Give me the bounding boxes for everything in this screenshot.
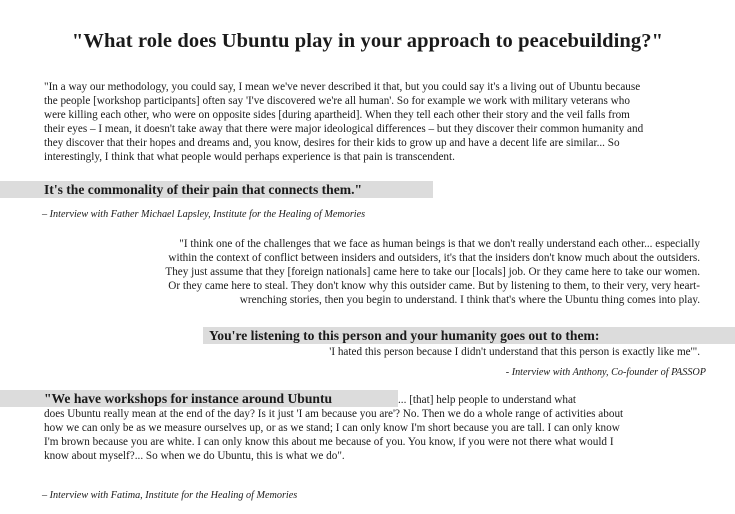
- quote-fatima-text: does Ubuntu really mean at the end of the day? Is it just 'I am because you are'? No. Then we do a whole range of activities about how we can only be as we measure ourselves up, or as we stand; I can only know I'm short because you are tall. I can only know I'm brown because you are white. I can only know this about me because of you. You know, if you were not there what would I know about myself?... So when we do Ubuntu, this is what we do".: [44, 408, 624, 462]
- quote-lapsley-text: "In a way our methodology, you could say, I mean we've never described it that, but you could say it's a living out of Ubuntu because the people [workshop participants] often say 'I've discovered we're all human'. So for example we work with military veterans who were killing each other, who were on opposite sides [during apartheid]. When they tell each other their story and the veil falls from their eyes – I mean, it doesn't take away that there were major ideological differences – but they discover their common humanity and they discover that their hopes and dreams and, you know, desires for their kids to grow up and have a decent life are similar... So interestingly, I think that what people would perhaps experience is that pain is transcendent.: [44, 81, 644, 163]
- quote-anthony-highlight: You're listening to this person and your humanity goes out to them:: [203, 327, 735, 344]
- quote-fatima-first-line: ... [that] help people to understand what: [398, 394, 577, 406]
- quote-fatima-highlight: "We have workshops for instance around Ubuntu: [0, 390, 398, 407]
- quote-anthony-continuation: 'I hated this person because I didn't understand that this person is exactly like me'".: [329, 346, 700, 358]
- quote-lapsley-highlight: It's the commonality of their pain that connects them.": [0, 181, 433, 198]
- quote-anthony-attribution: - Interview with Anthony, Co-founder of PASSOP: [505, 367, 706, 378]
- quote-fatima-attribution: – Interview with Fatima, Institute for the Healing of Memories: [42, 490, 298, 501]
- quote-anthony-text: "I think one of the challenges that we face as human beings is that we don't really understand each other... especially within the context of conflict between insiders and outsiders, it's that the insiders don't know much about the outsiders. They just assume that they [foreign nationals] came here to take our [locals] job. Or they came here to take our women. Or they came here to steal. They don't know why this outsider came. But by listening to them, to their very, very heart-wrenching stories, then you begin to understand. I think that's where the Ubuntu thing comes into play.: [165, 238, 700, 306]
- page-title: "What role does Ubuntu play in your approach to peacebuilding?": [71, 30, 664, 52]
- quote-lapsley-attribution: – Interview with Father Michael Lapsley, Institute for the Healing of Memories: [42, 209, 366, 220]
